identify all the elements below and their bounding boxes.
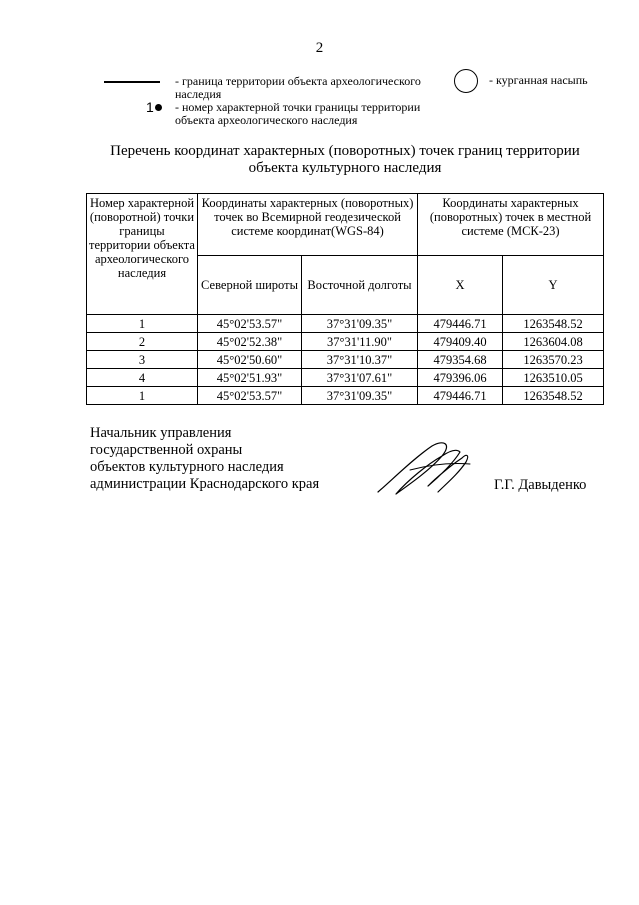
signatory-line: объектов культурного наследия — [90, 459, 284, 475]
cell-longitude: 37°31'09.35" — [302, 315, 418, 333]
cell-latitude: 45°02'50.60" — [198, 351, 302, 369]
table-row — [87, 351, 604, 369]
cell-number: 2 — [87, 333, 198, 351]
cell-y: 1263510.05 — [503, 369, 604, 387]
header-latitude: Северной широты — [198, 256, 302, 315]
header-point-number: Номер характерной (поворотной) точки границы территории объекта археологического наследия — [87, 194, 198, 315]
boundary-line-symbol — [104, 81, 160, 83]
cell-number: 1 — [87, 315, 198, 333]
cell-longitude: 37°31'09.35" — [302, 387, 418, 405]
signatory-name: Г.Г. Давыденко — [494, 477, 587, 493]
cell-y: 1263570.23 — [503, 351, 604, 369]
cell-y: 1263548.52 — [503, 315, 604, 333]
cell-x: 479396.06 — [418, 369, 503, 387]
table-row — [87, 387, 604, 405]
cell-longitude: 37°31'10.37" — [302, 351, 418, 369]
mound-circle-icon — [454, 69, 478, 93]
table-row — [87, 315, 604, 333]
legend-point-text: - номер характерной точки границы территории объекта археологического наследия — [175, 100, 421, 127]
cell-longitude: 37°31'07.61" — [302, 369, 418, 387]
point-dot-icon — [155, 104, 162, 111]
signatory-line: государственной охраны — [90, 442, 243, 458]
coordinates-table — [86, 193, 604, 405]
cell-latitude: 45°02'51.93" — [198, 369, 302, 387]
cell-x: 479446.71 — [418, 315, 503, 333]
table-row — [87, 369, 604, 387]
cell-x: 479409.40 — [418, 333, 503, 351]
table-row — [87, 333, 604, 351]
cell-longitude: 37°31'11.90" — [302, 333, 418, 351]
signatory-line: Начальник управления — [90, 425, 232, 441]
header-msk23: Координаты характерных (поворотных) точек в местной системе (МСК-23) — [418, 194, 604, 256]
signatory-position — [90, 425, 319, 493]
legend-boundary-text: - граница территории объекта археологического наследия — [175, 74, 421, 101]
cell-x: 479446.71 — [418, 387, 503, 405]
header-longitude: Восточной долготы — [302, 256, 418, 315]
signatory-line: администрации Краснодарского края — [90, 476, 320, 492]
handwritten-signature — [370, 440, 475, 498]
cell-latitude: 45°02'53.57" — [198, 315, 302, 333]
header-wgs84: Координаты характерных (поворотных) точек во Всемирной геодезической системе координат(WGS-84) — [198, 194, 418, 256]
cell-latitude: 45°02'53.57" — [198, 387, 302, 405]
page-number: 2 — [315, 40, 324, 56]
header-x: X — [418, 256, 503, 315]
cell-y: 1263548.52 — [503, 387, 604, 405]
cell-number: 1 — [87, 387, 198, 405]
point-marker-number: 1 — [146, 99, 154, 115]
cell-number: 4 — [87, 369, 198, 387]
cell-x: 479354.68 — [418, 351, 503, 369]
document-title: Перечень координат характерных (поворотных) точек границ территории объекта культурного наследия — [110, 143, 580, 176]
cell-latitude: 45°02'52.38" — [198, 333, 302, 351]
cell-number: 3 — [87, 351, 198, 369]
legend-mound-text: - курганная насыпь — [489, 73, 588, 87]
cell-y: 1263604.08 — [503, 333, 604, 351]
point-marker-symbol — [146, 100, 162, 114]
header-y: Y — [503, 256, 604, 315]
